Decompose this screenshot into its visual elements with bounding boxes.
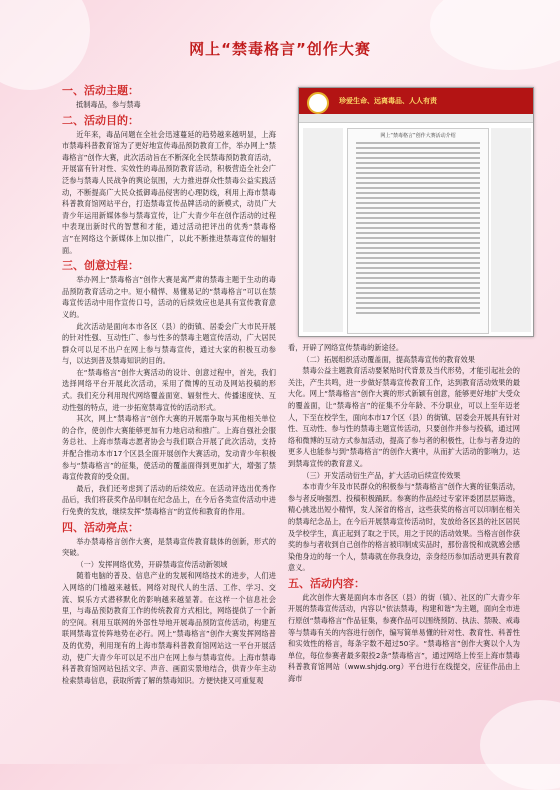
decor-bubble <box>480 700 560 790</box>
text-line <box>356 227 480 229</box>
text-line <box>356 242 480 244</box>
text-line <box>356 212 480 214</box>
decor-bubble <box>430 0 560 70</box>
text-line <box>356 162 480 164</box>
text-line <box>356 272 480 274</box>
section-1-heading: 一、活动主题： <box>62 84 139 97</box>
text-line <box>356 177 480 179</box>
text-line <box>356 287 480 289</box>
site-nav-bar <box>299 114 533 123</box>
page-title: 网上“禁毒格言”创作大赛 <box>189 40 371 58</box>
section-4-heading: 四、活动亮点： <box>62 520 139 534</box>
section-4-intro: 举办禁毒格言创作大赛，是禁毒宣传教育载体的创新，形式的突破。 <box>62 536 276 558</box>
section-3-heading: 三、创意过程： <box>62 259 139 273</box>
section-3-para: 举办网上“禁毒格言”创作大赛是寓严肃的禁毒主题于生动的毒品预防教育活动之中。短小精悍、易懂易记的“禁毒格言”可以在禁毒宣传活动中用作宣传口号，活动的后续效应也是具有宣传教育意义的。 <box>62 275 276 319</box>
right-subheading: （三）开发活动衍生产品，扩大活动后续宣传效果 <box>302 470 461 480</box>
text-line <box>356 182 480 184</box>
section-4-body: 随着电脑的普及、信息产业的发展和网络技术的进步，人们进入网络的门槛越来越低。网络对现代人的生活、工作、学习、交流、娱乐方式潜移默化的影响越来越显著。在这样一个信息社会里，与毒品预防教育工作的传统教育方式相比，网络提供了一个新的空间。利用互联网的外部性导地开展毒品预防宣传活动，构建互联网禁毒宣传阵地势在必行。网上“禁毒格言”创作大赛发挥网络普及的优势，利用现有的上海市禁毒科普教育馆网站这一平台开展活动，使广大青少年可以足不出户在网上参与禁毒宣传。上海市禁毒科普教育馆网站包括文字、声音、画面实景地结合，供青少年主动检索禁毒信息，获取所需了解的禁毒知识。方便快捷又可重复观 <box>62 571 276 685</box>
website-screenshot <box>298 87 534 337</box>
text-line <box>356 302 480 304</box>
site-left-sidebar <box>303 128 343 332</box>
section-3-para: 其次，网上“禁毒格言”创作大赛的开展需争取与其他相关单位的合作，使创作大赛能够更加有力地启动和推广。上海自强社会服务总社、上海市禁毒志愿者协会与我们联合开展了此次活动，支持并配合推动本市17个区县全面开展创作大赛活动，发动青少年积极参与“禁毒格言”的征集，使活动的覆盖面得到更加扩大，增强了禁毒宣传教育的受众面。 <box>62 414 276 482</box>
text-line <box>356 277 480 279</box>
text-line <box>356 252 480 254</box>
text-line <box>356 297 480 299</box>
text-line <box>356 307 480 309</box>
right-column <box>288 342 520 685</box>
text-line <box>356 237 480 239</box>
section-5-body: 此次创作大赛是面向本市各区（县）的街（镇）、社区的广大青少年开展的禁毒宣传活动，内容以“依法禁毒，构建和谐”为主题，面向全市进行原创“禁毒格言”作品征集，参赛作品可以围绕预防、执法、禁吸、戒毒等与禁毒有关的内容进行创作，编写简单易懂的针对性、教育性、科普性和实效性的格言，每条字数不超过50字。“禁毒格言”创作大赛以个人为单位，每位参赛者最多限投2条“禁毒格言”，通过网络上传至上海市禁毒科普教育馆网站（www.shjdg.org）平台进行在线提交，应征作品由上海市 <box>288 592 520 684</box>
text-line <box>356 167 480 169</box>
right-subheading: （二）拓展组织活动覆盖面，提高禁毒宣传的教育效果 <box>302 354 475 364</box>
text-line <box>356 257 480 259</box>
text-line <box>356 267 480 269</box>
text-line <box>356 262 480 264</box>
text-line <box>356 157 480 159</box>
section-1-body: 抵制毒品，参与禁毒 <box>76 100 141 109</box>
section-2-heading: 二、活动目的： <box>62 113 139 127</box>
site-slogan: 珍爱生命、远离毒品、人人有责 <box>339 97 437 105</box>
right-continuation: 看，开辟了网络宣传禁毒的新途径。 <box>288 343 404 352</box>
text-line <box>356 202 480 204</box>
section-2-body: 近年来，毒品问题在全社会迅速蔓延的趋势越来越明显，上海市禁毒科普教育馆为了更好地宣传毒品预防教育工作，举办网上“禁毒格言”创作大赛，此次活动旨在不断深化全民禁毒预防教育活动，开展富有针对性、实效性的毒品预防教育活动，积极营造全社会广泛参与禁毒人民战争的舆论氛围，大力推进群众性禁毒公益实践活动，不断提高广大民众抵御毒品侵害的心理防线，利用上海市禁毒科普教育馆网站平台，打造禁毒宣传品牌活动的新模式，动员广大青少年运用新媒体参与禁毒宣传，让广大青少年在创作活动的过程中表现出新时代的智慧和才能，通过活动把评出的优秀“禁毒格言”在网络这个新媒体上加以推广，以此不断推进禁毒宣传的辐射面。 <box>62 129 276 255</box>
text-line <box>356 142 480 144</box>
site-article-title: 网上“禁毒格言”创作大赛活动介绍 <box>380 133 456 139</box>
section-4-subheading: （一）发挥网络优势，开辟禁毒宣传活动新领域 <box>76 559 228 569</box>
section-3-para: 在“禁毒格言”创作大赛活动的设计、创意过程中，首先，我们选择网络平台开展此次活动，采用了微博的互动及网站投稿的形式。我们充分利用现代网络覆盖面宽、辐射性大、传播速度快、互动性强的特点，进一步拓宽禁毒宣传的活动形式。 <box>62 367 276 412</box>
text-line <box>356 247 480 249</box>
section-3-para: 此次活动是面向本市各区（县）的街镇、居委会广大市民开展的针对性强、互动性广、参与性多的禁毒主题宣传活动，广大居民群众可以足不出户在网上参与禁毒宣传，通过大家的积极互动参与，以达到普及禁毒知识的目的。 <box>62 321 276 366</box>
site-banner <box>299 88 533 114</box>
text-line <box>356 172 480 174</box>
text-line <box>356 197 480 199</box>
text-line <box>356 207 480 209</box>
text-line <box>356 232 480 234</box>
text-line <box>356 192 480 194</box>
section-3-para: 最后，我们还考虑到了活动的后续效应。在活动评选出优秀作品后，我们将获奖作品印制在纪念品上，在今后各类宣传活动中进行免费的发放，继续发挥“禁毒格言”的宣传和教育的作用。 <box>62 483 276 516</box>
section-5-heading: 五、活动内容： <box>288 576 365 590</box>
left-column <box>62 82 276 686</box>
text-line <box>356 187 480 189</box>
site-right-sidebar <box>491 128 531 332</box>
text-line <box>356 282 480 284</box>
text-line <box>356 222 480 224</box>
right-body: 本市青少年及市民群众的积极参与“禁毒格言”创作大赛的征集活动，参与者反响强烈、投稿积极踊跃。参赛的作品经过专家评委团层层筛选，精心挑选出短小精悍，发人深省的格言，这些获奖的格言可以印制在相关的禁毒纪念品上，在今后开展禁毒宣传活动时，发放给各区县的社区居民及学校学生，真正起到了取之于民，用之于民的活动效果。当格言创作获奖的参与者收到自己创作的格言被印制成实品时，那份喜悦和成就感会感染他身边的每一个人，禁毒就在你我身边，亲身经历参加活动更具有教育意义。 <box>288 482 520 573</box>
site-logo-icon <box>307 92 329 114</box>
text-line <box>356 147 480 149</box>
right-body: 禁毒公益主题教育活动要紧贴时代背景及当代形势，才能引起社会的关注，产生共鸣，进一步做好禁毒宣传教育工作，达到教育活动效果的最大化。网上“禁毒格言”创作大赛的形式新颖有创意，能够更好地扩大受众的覆盖面，让“禁毒格言”的征集不分年龄、不分职业，可以上至年迈老人，下至在校学生，面向本市17个区（县）的街镇、居委会开展具有针对性、互动性、参与性的禁毒主题宣传活动，只要创作并参与投稿，通过网络和微博的互动方式参加活动，提高了参与者的积极性，让参与者身边的更多人也能参与到“禁毒格言”的创作大赛中，从而扩大活动的影响力，达到禁毒宣传的教育意义。 <box>288 366 520 468</box>
text-line <box>356 292 480 294</box>
text-line <box>356 152 480 154</box>
text-line <box>356 312 480 314</box>
text-line <box>356 217 480 219</box>
site-article-panel <box>347 128 489 334</box>
